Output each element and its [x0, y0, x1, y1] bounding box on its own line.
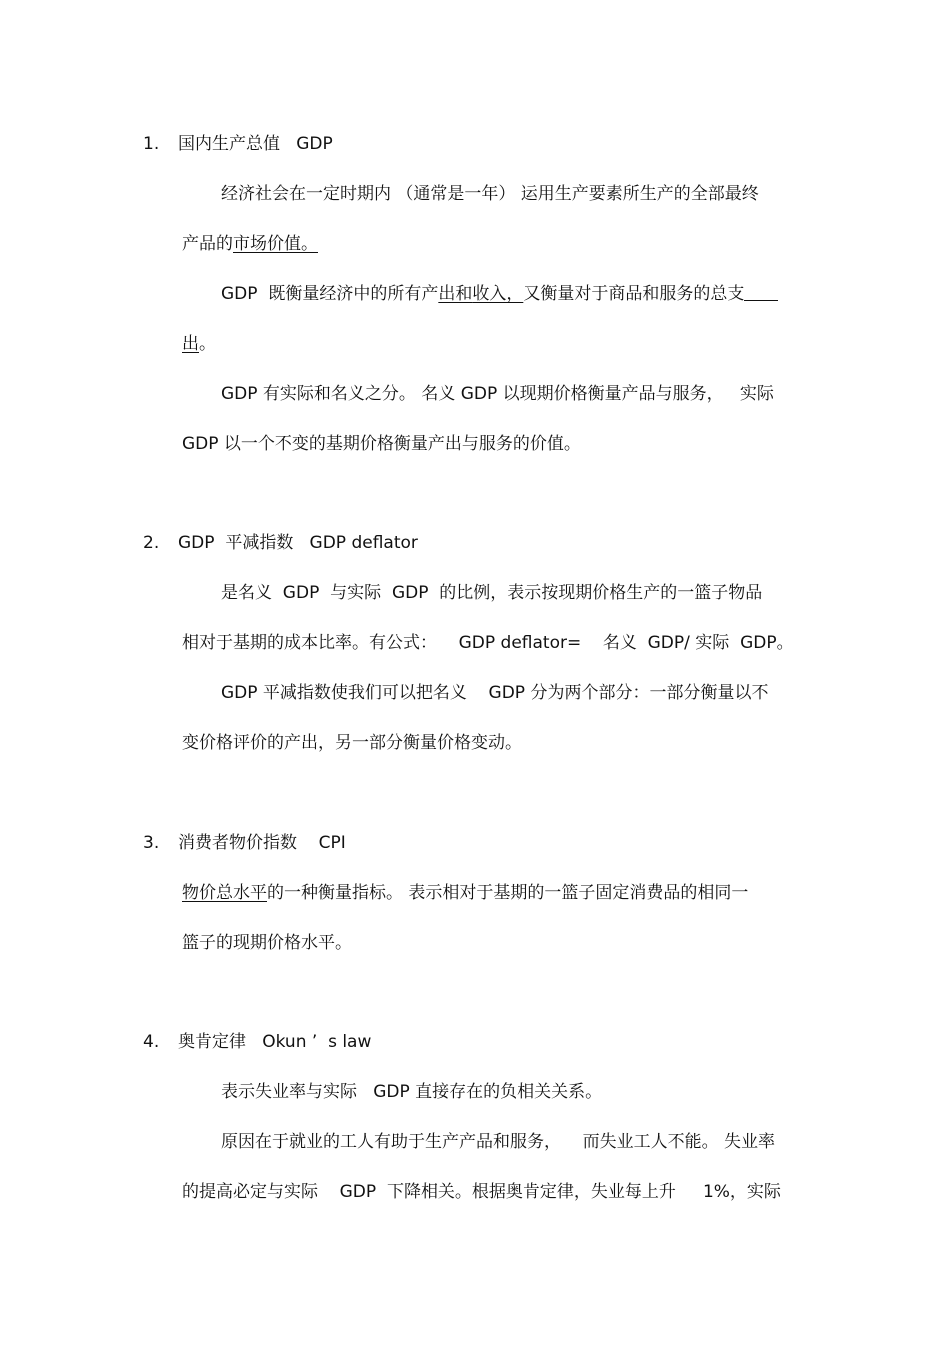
paragraph-line: 变价格评价的产出，另一部分衡量价格变动。	[182, 733, 522, 753]
text-run: 又衡量对于商品和服务的总支	[523, 284, 745, 304]
paragraph-line: 原因在于就业的工人有助于生产产品和服务， 而失业工人不能。 失业率	[221, 1132, 776, 1152]
underlined-text: 出	[182, 334, 199, 354]
section-number: 4.	[143, 1032, 160, 1052]
text-run: 产品的	[182, 234, 233, 254]
paragraph-line: 相对于基期的成本比率。有公式： GDP deflator= 名义 GDP/ 实际 GDP。	[182, 633, 794, 653]
paragraph-line	[182, 233, 318, 255]
underlined-text: 出和	[438, 284, 473, 304]
section-title: 消费者物价指数 CPI	[178, 833, 346, 853]
paragraph-line: 篮子的现期价格水平。	[182, 933, 352, 953]
section-number: 1.	[143, 134, 160, 154]
section-2-heading	[143, 532, 418, 554]
underlined-text: 收入，	[472, 284, 524, 304]
paragraph-line: 是名义 GDP 与实际 GDP 的比例，表示按现期价格生产的一篮子物品	[221, 583, 763, 603]
paragraph-line	[182, 882, 748, 904]
paragraph-line: GDP 平减指数使我们可以把名义 GDP 分为两个部分：一部分衡量以不	[221, 683, 769, 703]
paragraph-line	[221, 283, 778, 305]
paragraph-line: 经济社会在一定时期内 （通常是一年） 运用生产要素所生产的全部最终	[221, 184, 759, 204]
section-title: 奥肯定律 Okun ’ s law	[178, 1032, 372, 1052]
section-4-heading	[143, 1031, 371, 1053]
underlined-text: 物价总水平	[182, 883, 267, 903]
section-title: GDP 平减指数 GDP deflator	[178, 533, 418, 553]
text-run: 。	[199, 334, 216, 354]
section-number: 3.	[143, 833, 160, 853]
paragraph-line: 的提高必定与实际 GDP 下降相关。根据奥肯定律，失业每上升 1%，实际	[182, 1182, 781, 1202]
text-run: GDP 既衡量经济中的所有产	[221, 284, 439, 304]
section-title: 国内生产总值 GDP	[178, 134, 333, 154]
paragraph-line: 表示失业率与实际 GDP 直接存在的负相关关系。	[221, 1082, 603, 1102]
section-number: 2.	[143, 533, 160, 553]
underlined-text: 市场价值。	[233, 234, 318, 254]
paragraph-line	[182, 333, 216, 355]
section-3-heading	[143, 832, 346, 854]
fill-blank	[744, 284, 778, 301]
text-run: 的一种衡量指标。 表示相对于基期的一篮子固定消费品的相同一	[267, 883, 749, 903]
paragraph-line: GDP 以一个不变的基期价格衡量产出与服务的价值。	[182, 434, 581, 454]
paragraph-line: GDP 有实际和名义之分。 名义 GDP 以现期价格衡量产品与服务， 实际	[221, 384, 774, 404]
section-1-heading	[143, 133, 333, 155]
